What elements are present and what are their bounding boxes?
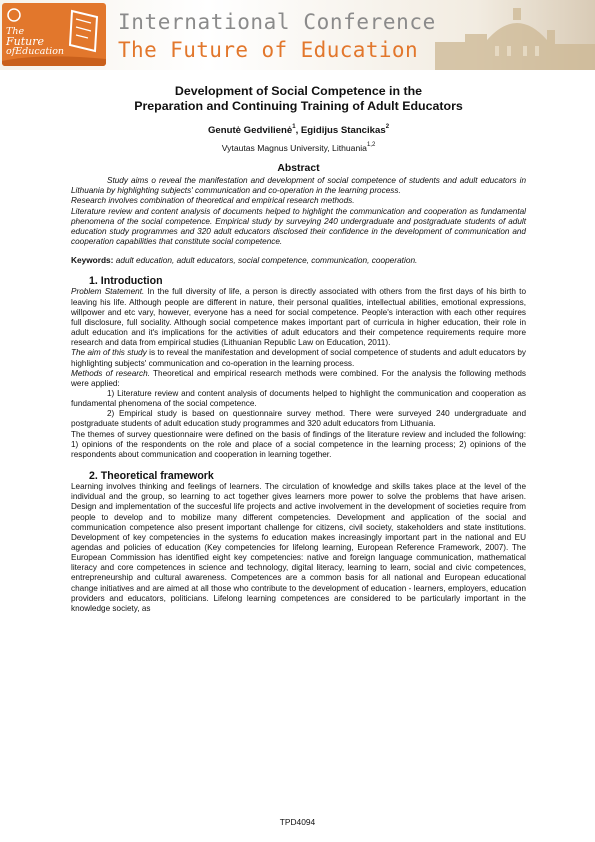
paragraph <box>71 348 526 368</box>
author-name: Egidijus Stancikas <box>300 125 386 136</box>
paper-title <box>71 84 526 114</box>
title-line: Development of Social Competence in the <box>174 84 423 98</box>
affiliation-text: Vytautas Magnus University, Lithuania <box>221 143 367 153</box>
author-separator: , <box>295 125 301 136</box>
abstract-body <box>71 176 526 247</box>
affiliation-sup: 1,2 <box>366 142 376 148</box>
abstract-heading: Abstract <box>277 163 320 174</box>
paragraph: The themes of survey questionnaire were defined on the basis of findings of the literature review and included the following: 1) opinions of the respondents on the role and place of a social competence in the learning process; 2) opinions of the respondents about communication and cooperation in learning together. <box>71 429 526 459</box>
logo-line: ofEducation <box>6 46 65 57</box>
paragraph: 1) Literature review and content analysis of documents helped to highlight the communication and cooperation as fundamental phenomena of the social competence. <box>71 388 526 409</box>
author-sup: 2 <box>385 124 390 130</box>
abstract-paragraph: Study aims o reveal the manifestation and development of social competence of students and adult educators in Lithuania by highlighting subjects' communication and co-operation in the learning process. <box>71 176 526 196</box>
paragraph-lead: Problem Statement. <box>71 287 145 297</box>
introduction-body <box>71 287 526 460</box>
logo-text <box>6 27 68 57</box>
paragraph-text: Theoretical and empirical research methods were combined. For the analysis the following methods were applied: <box>71 368 526 388</box>
paragraph: 2) Empirical study is based on questionnaire survey method. There were surveyed 240 undergraduate and postgraduate students of adult education study programmes and 320 adult educators from Lithuania. <box>71 409 526 429</box>
paragraph-text: is to reveal the manifestation and development of social competence of students and adult educators by highlighting subjects' communication and co-operation in the learning process. <box>71 348 526 368</box>
paragraph-lead: The aim of this study <box>71 348 147 358</box>
page-footer-code: TPD4094 <box>279 817 316 827</box>
abstract-paragraph: Research involves combination of theoretical and empirical research methods. <box>71 196 355 206</box>
keywords <box>71 255 526 265</box>
authors <box>71 125 526 136</box>
logo-line: Future <box>6 35 44 48</box>
paragraph-lead: Methods of research. <box>71 368 150 378</box>
conference-name: International Conference <box>118 10 436 34</box>
author-name: Genutė Gedvilienė <box>207 125 293 136</box>
paragraph <box>71 369 526 389</box>
theoretical-framework-body <box>71 482 526 614</box>
affiliation <box>71 143 526 153</box>
title-line: Preparation and Continuing Training of Adult Educators <box>134 99 463 113</box>
section-heading-introduction: 1. Introduction <box>89 275 163 288</box>
conference-logo <box>2 3 106 66</box>
author-sup: 1 <box>292 124 296 130</box>
paragraph: Learning involves thinking and feelings of learners. The circulation of knowledge and skills takes place at the level of the individual and the group, so learning to act together gives learners more power to solve the problems that have arisen. Design and implementation of the succesful life projects and active involvement in the development of societies require from people to develop and to mobilize many different competencies. Development and application of the social and communication competence also present important challenge for citizens, civil society, stakeholders and state institutions. Development of key competencies in the systems fo education makes increasingly important part in the national and EU agendas and policies of education (Key competencies for lifelong learning, European Reference Framework, 2007). The European Commission has identified eight key competencies: native and foreign language communication, mathematical literacy and core competences in science and technology, digital literacy, learning to learn, social and civic competences, entrepreneurship and cultural awareness. Competences are a common basis for all national and European educational change initiatives and are aimed at all those who contribute to the development of education - learners, employers, education providers and educators, politicians. Lifelong learning competences are considered to be particularly important in the knowledge society, as <box>71 482 526 613</box>
keywords-list: adult education, adult educators, social competence, communication, cooperation. <box>113 255 418 266</box>
keywords-label: Keywords: <box>71 255 114 266</box>
paragraph <box>71 287 526 348</box>
abstract-paragraph: Literature review and content analysis of documents helped to highlight the communication and cooperation as fundamental phenomena of the social competence. Empirical study by surveying 240 undergraduate and postgraduate students of adult education study programmes and 320 adult educators disclosed their confidence in the development of communication and cooperation capabilities that constitute social competence. <box>71 206 526 247</box>
paragraph-text: In the full diversity of life, a person is directly associated with others from the first days of his birth to leaving his life. Although people are different in nature, their personal qualities, intellectual abilities, emotional expressions, willpower and etc vary, however, everyone has a need for social competence. People's interaction with each other requires full disclosure, full sociality. Although social competence makes important part of curricula in higher education, their role in adult education and it's implications for the activities of adult educators and their competence requirements require more research and data from empirical studies (Lithuanian Republic Law on Education, 2011). <box>71 287 527 348</box>
paper-content <box>71 84 526 614</box>
logo-line: The <box>6 26 25 37</box>
city-skyline-icon <box>395 0 595 70</box>
conference-banner <box>0 0 595 70</box>
conference-theme: The Future of Education <box>118 38 418 62</box>
section-heading-theoretical-framework: 2. Theoretical framework <box>89 470 214 483</box>
